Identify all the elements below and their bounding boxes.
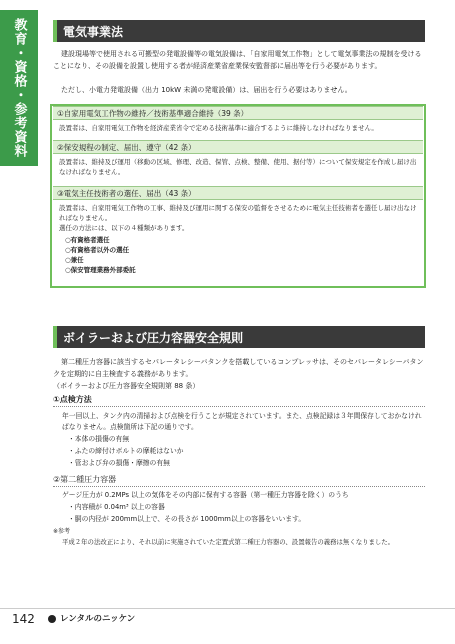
duty-item-heading: ③電気主任技術者の選任、届出（43 条） bbox=[53, 186, 423, 200]
section-title-electricity-act: 電気事業法 bbox=[53, 20, 425, 42]
inspection-method-body: 年一回以上、タンク内の清掃および点検を行うことが規定されています。また、点検記録は３年間保存しておかなければなりません。点検箇所は下記の通りです。 bbox=[62, 412, 422, 431]
appointment-method: ○有資格者選任 bbox=[65, 236, 110, 244]
duty-item-safety-rules bbox=[53, 140, 423, 181]
page-number: 142 bbox=[12, 612, 35, 626]
duty-item-body: 設置者は、維持及び運用（移動の区域、修理、改造、保管、点検、整備、使用、据付等）について保安規定を作成し届け出なければなりません。 bbox=[59, 158, 417, 176]
inspection-point: ・管および弁の損傷・摩擦の有無 bbox=[68, 459, 170, 467]
reference-note-text: 平成２年の法改正により、それ以前に実施されていた定置式第二種圧力容器の、設置報告の義務は無くなりました。 bbox=[62, 538, 395, 546]
inspection-point: ・本体の損傷の有無 bbox=[68, 435, 130, 443]
brand-name: レンタルのニッケン bbox=[60, 614, 136, 624]
section-title-boiler-rules: ボイラーおよび圧力容器安全規則 bbox=[53, 326, 425, 348]
duty-item-body: 設置者は、自家用電気工作物を経済産業省令で定める技術基準に適合するように維持しなければなりません。 bbox=[59, 124, 378, 132]
category-side-tab bbox=[0, 10, 38, 166]
section2-intro-reference: （ボイラーおよび圧力容器安全規則第 88 条） bbox=[53, 382, 200, 390]
second-class-vessel-heading: ②第二種圧力容器 bbox=[53, 474, 116, 485]
section1-intro-paragraph: 建設現場等で使用される可搬型の発電設備等の電気設備は、「自家用電気工作物」として電気事業法の規制を受けることになり、その設備を設置し使用する者が経済産業省産業保安監督部に届出等を行う必要があります。 bbox=[53, 50, 422, 70]
inspection-method-heading: ①点検方法 bbox=[53, 394, 92, 405]
section2-intro-paragraph: 第二種圧力容器に該当するセパレータレシーバタンクを搭載しているコンプレッサは、そのセパレータレシーバタンクを定期的に自主検査する義務があります。 bbox=[53, 358, 424, 378]
appointment-method: ○有資格者以外の選任 bbox=[65, 246, 130, 254]
appointment-method: ○兼任 bbox=[65, 256, 84, 264]
section1-exception-note: ただし、小電力発電設備（出力 10kW 未満の発電設備）は、届出を行う必要はありません。 bbox=[61, 86, 352, 94]
appointment-method-list bbox=[59, 235, 417, 275]
duty-item-body: 設置者は、自家用電気工作物の工事、維持及び運用に関する保安の監督をさせるために電気主任技術者を選任し届け出なければなりません。 bbox=[59, 204, 417, 222]
inspection-point: ・ふたの締付けボルトの摩耗はないか bbox=[68, 447, 184, 455]
duty-item-body-methods: 選任の方法には、以下の４種類があります。 bbox=[59, 224, 189, 232]
duty-item-heading: ②保安規程の制定、届出、遵守（42 条） bbox=[53, 140, 423, 154]
footer-divider bbox=[0, 608, 455, 609]
category-side-tab-label: 教育・資格・参考資料 bbox=[11, 18, 27, 158]
vessel-condition: ・胴の内径が 200mm以上で、その長さが 1000mm以上の容器をいいます。 bbox=[68, 515, 306, 523]
reference-note-label: ※参考 bbox=[53, 528, 71, 535]
appointment-method: ○保安管理業務外部委託 bbox=[65, 266, 136, 274]
brand-logo-icon bbox=[48, 615, 56, 623]
vessel-condition: ・内容積が 0.04m³ 以上の容器 bbox=[68, 503, 165, 511]
second-class-vessel-body: ゲージ圧力が 0.2MPs 以上の気体をその内部に保有する容器（第一種圧力容器を除く）のうち bbox=[62, 491, 349, 499]
duty-item-heading: ①自家用電気工作物の維持／技術基準適合維持（39 条） bbox=[53, 106, 423, 120]
duty-item-chief-engineer bbox=[53, 186, 423, 279]
duty-item-maintenance bbox=[53, 106, 423, 137]
